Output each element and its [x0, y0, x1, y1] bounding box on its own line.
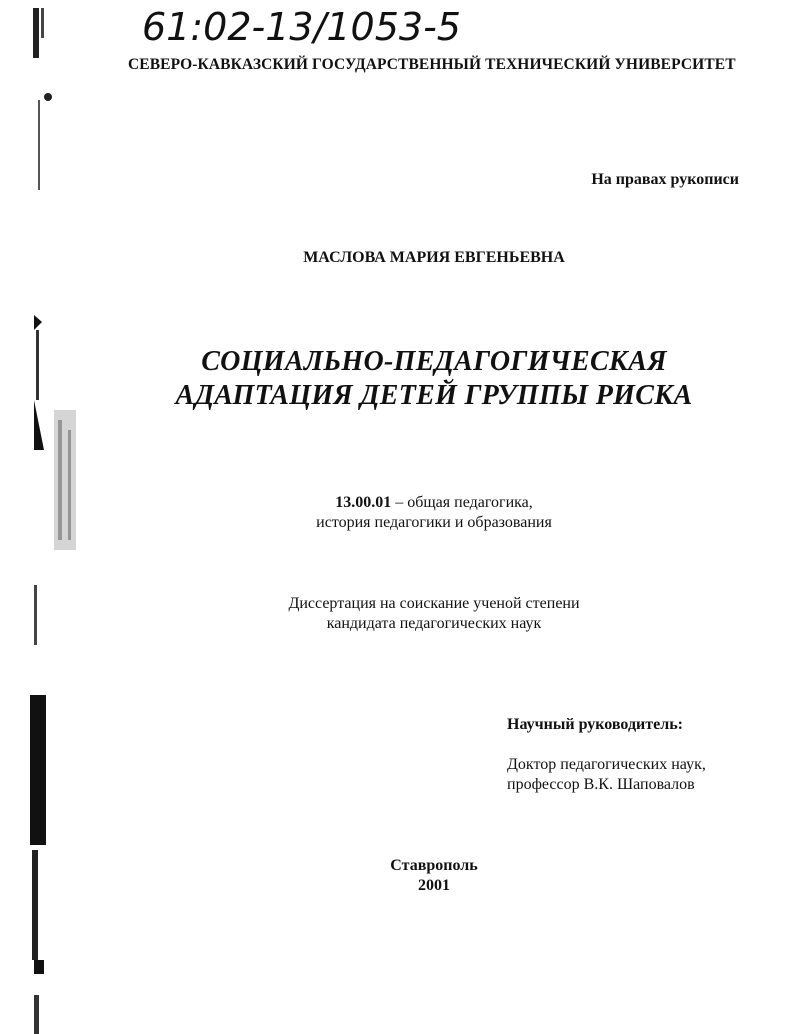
degree-line-1: Диссертация на соискание ученой степени — [288, 595, 580, 612]
specialty-line-2: история педагогики и образования — [316, 514, 552, 531]
advisor-degree: Доктор педагогических наук, — [507, 756, 706, 773]
university-name: СЕВЕРО-КАВКАЗСКИЙ ГОСУДАРСТВЕННЫЙ ТЕХНИЧЕСКИЙ УНИВЕРСИТЕТ — [128, 56, 736, 73]
degree-line-2: кандидата педагогических наук — [326, 615, 542, 632]
specialty-line-1 — [0, 494, 799, 512]
city: Ставрополь — [390, 857, 478, 874]
specialty-code: 13.00.01 — [335, 494, 392, 511]
specialty-name: – общая педагогика, — [391, 494, 533, 511]
dissertation-title-line-2: АДАПТАЦИЯ ДЕТЕЙ ГРУППЫ РИСКА — [175, 380, 693, 411]
year: 2001 — [418, 877, 450, 894]
dissertation-title-line-1: СОЦИАЛЬНО-ПЕДАГОГИЧЕСКАЯ — [201, 346, 667, 377]
advisor-name: профессор В.К. Шаповалов — [507, 776, 695, 793]
manuscript-note: На правах рукописи — [591, 171, 739, 188]
handwritten-archive-code — [138, 0, 578, 50]
author-name: МАСЛОВА МАРИЯ ЕВГЕНЬЕВНА — [303, 249, 565, 266]
advisor-heading: Научный руководитель: — [507, 716, 683, 733]
handwritten-code-text: 61:02-13/1053-5 — [142, 5, 461, 49]
